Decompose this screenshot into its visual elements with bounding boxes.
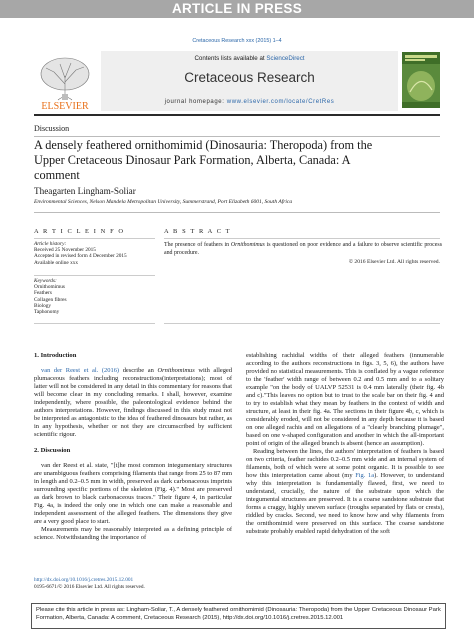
keywords-bottom-divider <box>34 323 155 324</box>
issn-line: 0195-6671/© 2016 Elsevier Ltd. All rights reserved. <box>34 584 145 590</box>
accepted-date: Accepted in revised form 4 December 2015 <box>34 253 127 260</box>
title-line: comment <box>34 168 80 182</box>
doi-link[interactable]: http://dx.doi.org/10.1016/j.cretres.2015.12.001 <box>34 577 134 583</box>
article-title <box>34 138 444 183</box>
homepage-prefix: journal homepage: <box>164 99 227 105</box>
body-right-column <box>246 352 444 536</box>
abstract-text-part: is questioned on poor evidence and a failure to observe scientific process and procedure. <box>164 242 442 256</box>
keyword-item: Ornithomimus <box>34 284 65 291</box>
copyright-notice: © 2016 Elsevier Ltd. All rights reserved. <box>348 259 440 265</box>
journal-homepage <box>101 99 398 105</box>
title-line: Upper Cretaceous Dinosaur Park Formation, Alberta, Canada: A <box>34 153 351 167</box>
intro-text: with alleged plumaceous feathers including reconstructions(interpretations); most of latter will not be considered in any detail in this commentary for reasons that will become clear in my concluding remarks. I shall, however, examine independently, where possible, the paleontological evidence behind the authors interpretations. However, findings discussed in this study must not be interpreted as antagonistic to the idea of feathered dinosaurs but rather, as in any hypothesis, whether or not they are circumscribed by sufficient scientific rigour. <box>34 367 233 438</box>
contents-line <box>101 55 398 62</box>
body-paragraph <box>246 448 444 536</box>
reference-link[interactable]: van der Reest et al. (2016) <box>41 367 120 374</box>
journal-cover-image[interactable] <box>402 52 440 108</box>
keywords-label: Keywords: <box>34 278 57 284</box>
received-date: Received 25 November 2015 <box>34 247 96 254</box>
affiliation-divider <box>34 212 440 213</box>
elsevier-wordmark: ELSEVIER <box>41 101 89 112</box>
abstract-heading: A B S T R A C T <box>164 228 232 235</box>
article-info-heading: A R T I C L E I N F O <box>34 228 125 235</box>
abstract-genus: Ornithomimus <box>230 242 265 248</box>
body-left-column <box>34 352 232 542</box>
article-in-press-banner: ARTICLE IN PRESS <box>0 0 474 18</box>
sciencedirect-link[interactable]: ScienceDirect <box>266 55 305 62</box>
intro-paragraph <box>34 367 232 439</box>
keywords-list <box>34 278 67 315</box>
discussion-paragraph: Measurements may be reasonably interpreted as a defining principle of science. Notwithstanding the importance of <box>34 526 232 541</box>
intro-text: describe an <box>119 367 158 374</box>
keyword-item: Biology <box>34 302 52 309</box>
article-info-divider <box>34 238 155 239</box>
abstract-text <box>164 241 442 257</box>
discussion-paragraph: van der Reest et al. state, "[t]he most common integumentary structures are unambiguous feathers comprising filaments that range from 25 to 87 mm in length and 0.2–0.5 mm in width, preserved as dark carbonaceous imprints surrounding specific portions of the skeleton (Fig. 4)." Most are preserved as dark brown to black carbonaceous traces." Their figure 4, in particular Fig. 4a, is indeed the only one in which one can make a reasonable and independent assessment of the alleged feathers. The dimensions they give are a very good place to start. <box>34 462 232 525</box>
intro-genus: Ornithomimus <box>157 367 195 374</box>
citation-notice-box: Please cite this article in press as: Lingham-Soliar, T., A densely feathered ornithomimid (Dinosauria: Theropoda) from the Upper Cretaceous Dinosaur Park Formation, Alberta, Canada: A comment, Cretaceous Research (2015), http://dx.doi.org/10.1016/j.cretres.2015.12.001 <box>31 603 446 629</box>
figure-link[interactable]: Fig. 1a <box>355 472 375 479</box>
discussion-heading: 2. Discussion <box>34 447 71 454</box>
history-label: Article history: <box>34 241 67 247</box>
keyword-item: Taphonomy <box>34 309 60 316</box>
title-divider <box>34 136 440 137</box>
author-affiliation: Environmental Sciences, Nelson Mandela Metropolitan University, Summerstrand, Port Elizabeth 6001, South Africa <box>34 199 293 205</box>
author-name[interactable]: Theagarten Lingham-Soliar <box>34 186 136 196</box>
header-divider <box>34 114 440 116</box>
journal-homepage-link[interactable]: www.elsevier.com/locate/CretRes <box>226 99 335 105</box>
journal-reference[interactable]: Cretaceous Research xxx (2015) 1–4 <box>192 38 282 44</box>
body-paragraph: establishing rachidial widths of their alleged feathers (innumerable according to the authors reconstructions in figs. 3, 5, 6), the authors have provided no statistical measurements. This is conflated by a vague reference to the 'feather' width range of between 0.2 and 0.5 mm and to a solitary example "on the body of UALVP 52531 is 0.4 mm laterally (their fig. 4b and c)."This leaves no option but to trust to the scale bar on their fig. 4 and to try to establish what they mean by feathers in the context of width and structure, at least in their fig. 4a. The sections in their figure 4b, c, which is considerably eroded, will not be considered in any depth because it is based on one alleged rachis and on allegations of a "clearly branching plumage", based on one v-shaped configuration and another in which the all-important point of origin of the alleged branch is absent (hence an assumption). <box>246 352 444 447</box>
abstract-text-part: The presence of feathers in <box>164 242 231 248</box>
body-text: Reading between the lines, the authors' interpretation of feathers is based on two criteria, feather rachides 0.2–0.5 mm wide and an internal system of filaments, both of which were at some point organic. It is possible to see how this interpretation came about (my <box>246 448 444 479</box>
keywords-divider <box>34 275 155 276</box>
contents-prefix: Contents lists available at <box>194 55 267 62</box>
keyword-item: Feathers <box>34 290 52 297</box>
online-date: Available online xxx <box>34 259 79 266</box>
body-text: ). However, to understand why this interpretation is fundamentally flawed, first, we need to understand, crucially, the nature of the substrate upon which the integumental structures are preserved. It is a coarse sandstone substrate that forms a craggy, highly uneven surface (troughs separated by flats or crests), riddled by cracks. Second, we need to know how and why filaments from the ornithomimid were preserved on this surface. The coarse sandstone substrate probably enabled rapid dehydration of the soft <box>246 472 444 535</box>
elsevier-logo[interactable] <box>34 54 96 112</box>
keyword-item: Collagen fibres <box>34 296 67 303</box>
abstract-bottom-divider <box>164 323 440 324</box>
abstract-divider <box>164 238 440 239</box>
introduction-heading: 1. Introduction <box>34 352 77 359</box>
title-line: A densely feathered ornithomimid (Dinosauria: Theropoda) from the <box>34 138 373 152</box>
section-label: Discussion <box>34 124 70 133</box>
article-history <box>34 241 127 266</box>
journal-title: Cretaceous Research <box>184 70 315 85</box>
